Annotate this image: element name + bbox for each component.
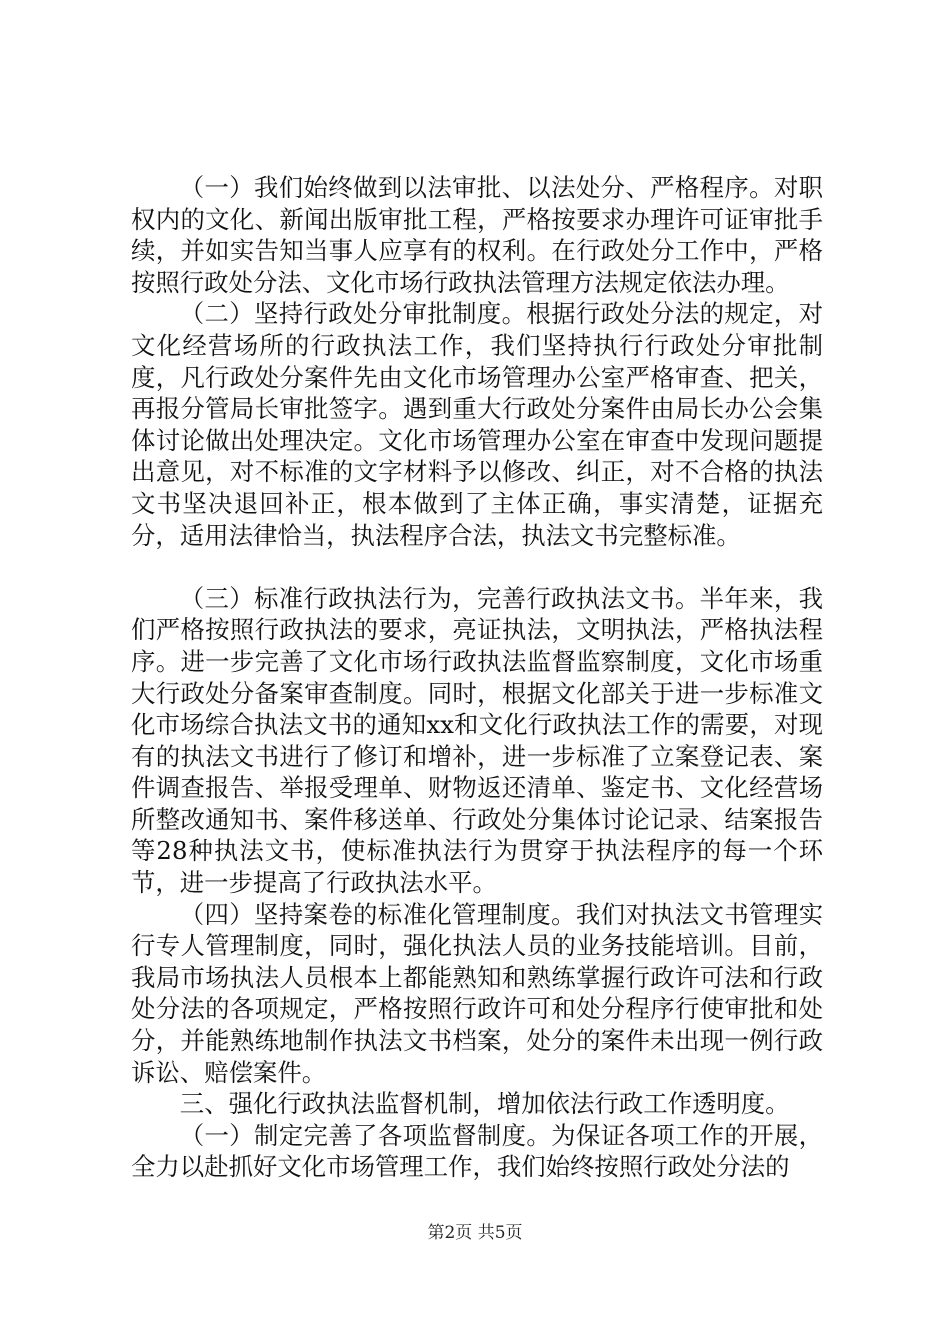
paragraph-4: （四）坚持案卷的标准化管理制度。我们对执法文书管理实行专人管理制度，同时，强化执法人员的业务技能培训。目前，我局市场执法人员根本上都能熟知和熟练掌握行政许可法和行政处分法的各项规定，严格按照行政许可和处分程序行使审批和处分，并能熟练地制作执法文书档案，处分的案件未出现一例行政诉讼、赔偿案件。 bbox=[131, 899, 823, 1087]
paragraph-1: （一）我们始终做到以法审批、以法处分、严格程序。对职权内的文化、新闻出版审批工程，严格按要求办理许可证审批手续，并如实告知当事人应享有的权利。在行政处分工作中，严格按照行政处分法、文化市场行政执法管理方法规定依法办理。 bbox=[131, 173, 823, 297]
document-body bbox=[131, 172, 823, 1183]
paragraph-5: （一）制定完善了各项监督制度。为保证各项工作的开展，全力以赴抓好文化市场管理工作，我们始终按照行政处分法的 bbox=[131, 1120, 823, 1182]
paragraph-3: （三）标准行政执法行为，完善行政执法文书。半年来，我们严格按照行政执法的要求，亮证执法，文明执法，严格执法程序。进一步完善了文化市场行政执法监督监察制度，文化市场重大行政处分备案审查制度。同时，根据文化部关于进一步标准文化市场综合执法文书的通知xx和文化行政执法工作的需要，对现有的执法文书进行了修订和增补，进一步标准了立案登记表、案件调查报告、举报受理单、财物返还清单、鉴定书、文化经营场所整改通知书、案件移送单、行政处分集体讨论记录、结案报告等28种执法文书，使标准执法行为贯穿于执法程序的每一个环节，进一步提高了行政执法水平。 bbox=[131, 583, 823, 898]
page-number-footer: 第2页 共5页 bbox=[427, 1223, 523, 1243]
section-heading: 三、强化行政执法监督机制，增加依法行政工作透明度。 bbox=[179, 1089, 790, 1119]
paragraph-2: （二）坚持行政处分审批制度。根据行政处分法的规定，对文化经营场所的行政执法工作，我们坚持执行行政处分审批制度，凡行政处分案件先由文化市场管理办公室严格审查、把关，再报分管局长审批签字。遇到重大行政处分案件由局长办公会集体讨论做出处理决定。文化市场管理办公室在审查中发现问题提出意见，对不标准的文字材料予以修改、纠正，对不合格的执法文书坚决退回补正，根本做到了主体正确，事实清楚，证据充分，适用法律恰当，执法程序合法，执法文书完整标准。 bbox=[131, 299, 823, 550]
